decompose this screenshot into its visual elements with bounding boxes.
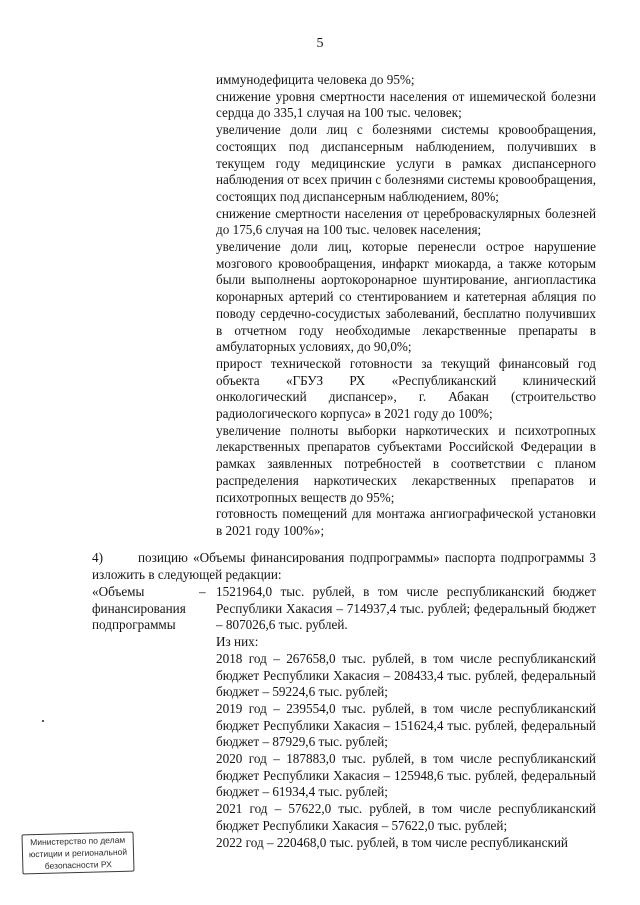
year-funding: 2020 год – 187883,0 тыс. рублей, в том числе республиканский бюджет Республики Хакасия – 125948,6 тыс. рублей, федеральный бюджет – 61934,4 тыс. рублей; (216, 751, 596, 800)
parameter-label (92, 584, 212, 634)
year-funding: 2021 год – 57622,0 тыс. рублей, в том числе республиканский бюджет Республики Хакасия – 57622,0 тыс. рублей; (216, 801, 596, 833)
label-line: «Объемы (92, 584, 145, 599)
stamp-line: Министерство по делам (30, 834, 126, 848)
goal-item: увеличение полноты выборки наркотических и психотропных лекарственных препаратов субъектами Российской Федерации в рамках заявленных потребностей в соответствии с планом распределения наркотических лекарственных препаратов и психотропных веществ до 95%; (216, 422, 596, 505)
goal-item: готовность помещений для монтажа ангиографической установки в 2021 году 100%»; (216, 506, 596, 538)
of-them-label: Из них: (216, 634, 259, 650)
year-funding: 2018 год – 267658,0 тыс. рублей, в том числе республиканский бюджет Республики Хакасия – 208433,4 тыс. рублей, федеральный бюджет – 59224,6 тыс. рублей; (216, 650, 596, 700)
label-line: подпрограммы (92, 617, 176, 633)
parameter-value (216, 584, 596, 851)
page-number: 5 (316, 36, 324, 51)
margin-dot (42, 720, 44, 722)
item-number: 4) (92, 550, 103, 565)
label-dash: – (199, 584, 206, 599)
goal-item: увеличение доли лиц с болезнями системы кровообращения, состоящих под диспансерным наблюдением, получивших в текущем году медицинские услуги в рамках диспансерного наблюдения от всех причин с болезнями системы кровообращения, состоящих под диспансерным наблюдением, 80%; (216, 122, 596, 204)
item-text: позицию «Объемы финансирования подпрограммы» паспорта подпрограммы 3 изложить в следующей редакции: (92, 550, 596, 582)
stamp-line: юстиции и региональной (28, 846, 128, 860)
funding-total: 1521964,0 тыс. рублей, в том числе республиканский бюджет Республики Хакасия – 714937,4 тыс. рублей; федеральный бюджет – 807026,6 тыс. рублей. (216, 584, 596, 633)
year-funding: 2022 год – 220468,0 тыс. рублей, в том числе республиканский (216, 834, 568, 850)
goal-item: снижение уровня смертности населения от ишемической болезни сердца до 335,1 случая на 100 тыс. человек; (216, 88, 596, 121)
label-line: финансирования (92, 600, 186, 616)
ministry-stamp (21, 832, 134, 875)
goal-item: иммунодефицита человека до 95%; (216, 72, 415, 87)
stamp-line: безопасности РХ (44, 859, 112, 871)
year-funding: 2019 год – 239554,0 тыс. рублей, в том числе республиканский бюджет Республики Хакасия – 151624,4 тыс. рублей, федеральный бюджет – 87929,6 тыс. рублей; (216, 700, 596, 750)
goal-item: снижение смертности населения от цереброваскулярных болезней до 175,6 случая на 100 тыс. человек населения; (216, 205, 596, 238)
goals-list (216, 72, 596, 540)
goal-item: прирост технической готовности за текущий финансовый год объекта «ГБУЗ РХ «Республиканский клинический онкологический диспансер», г. Абакан (строительство радиологического корпуса» в 2021 году до 100%; (216, 355, 596, 422)
amendment-item-4 (92, 550, 596, 583)
goal-item: увеличение доли лиц, которые перенесли острое нарушение мозгового кровообращения, инфаркт миокарда, а также которым были выполнены аортокоронарное шунтирование, ангиопластика коронарных артерий со стентированием и катетерная абляция по поводу сердечно-сосудистых заболеваний, бесплатно получивших в отчетном году необходимые лекарственные препараты в амбулаторных условиях, до 90,0%; (216, 239, 596, 355)
